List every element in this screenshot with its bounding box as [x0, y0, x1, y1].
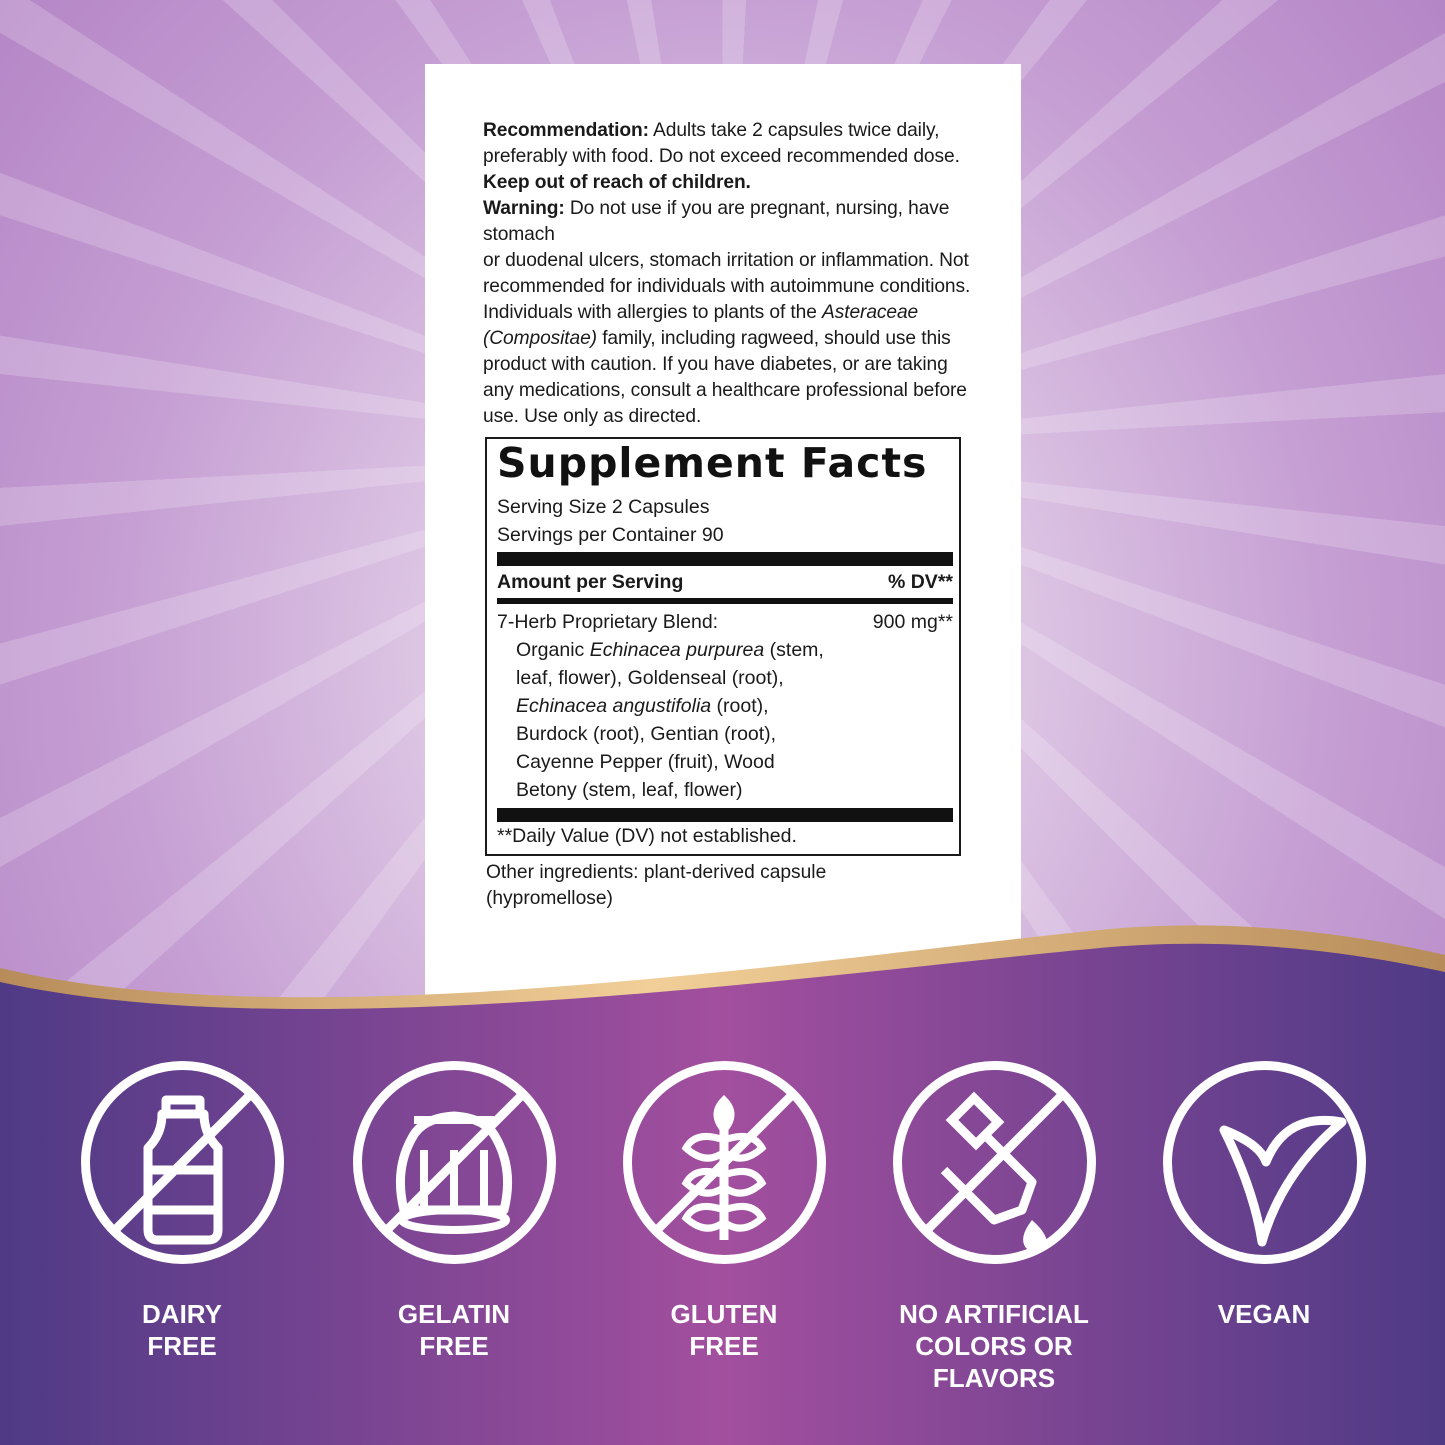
badge-label: GELATIN FREE [397, 1299, 511, 1361]
dairy-bottle-icon [80, 1060, 285, 1265]
wheat-icon [622, 1060, 827, 1265]
recommendation-text [483, 118, 973, 430]
keep-out-text: Keep out of reach of children. [483, 172, 751, 193]
warning-label: Warning: [483, 198, 565, 219]
serving-size: Serving Size 2 Capsules [497, 496, 710, 518]
ingredient-line: leaf, flower), Goldenseal (root), [516, 667, 784, 689]
bottom-divider [497, 808, 953, 822]
ingredient-line: Burdock (root), Gentian (root), [516, 723, 777, 745]
warning-body-2: or duodenal ulcers, stomach irritation or inflammation. Not recommended for individuals with autoimmune conditions. Individuals with allergies to plants of the [483, 250, 971, 323]
servings-per-container: Servings per Container 90 [497, 524, 724, 546]
recommendation-label: Recommendation: [483, 120, 649, 141]
badge-label: GLUTEN FREE [670, 1299, 778, 1361]
ingredient-line: Cayenne Pepper (fruit), Wood [516, 751, 775, 773]
blend-name: 7-Herb Proprietary Blend: [497, 611, 719, 633]
dv-header: % DV** [887, 571, 953, 593]
other-ingredients: Other ingredients: plant-derived capsule (hypromellose) [486, 862, 827, 909]
warning-body-3: family, including ragweed, should use this product with caution. If you have diabetes, or are taking any medications, consult a healthcare professional before use. Use only as directed. [483, 328, 967, 427]
leaf-icon [1162, 1060, 1367, 1265]
badge-label: VEGAN [1217, 1299, 1311, 1329]
ingredient-line: Organic Echinacea purpurea (stem, [516, 639, 824, 661]
thick-divider [497, 552, 953, 566]
medium-divider [497, 598, 953, 604]
blend-row [497, 608, 953, 636]
gelatin-mold-icon [352, 1060, 557, 1265]
dropper-icon [892, 1060, 1097, 1265]
badge-label: NO ARTIFICIAL COLORS OR FLAVORS [899, 1299, 1089, 1393]
supplement-facts-title: Supplement Facts [497, 439, 928, 487]
ingredient-line: Echinacea angustifolia (root), [516, 695, 769, 717]
warning-body-1: Do not use if you are pregnant, nursing, have stomach [483, 198, 950, 245]
blend-amount: 900 mg** [872, 611, 953, 633]
amount-header-row [497, 568, 953, 596]
family-name: Asteraceae (Compositae) [483, 302, 919, 349]
amount-header: Amount per Serving [497, 571, 684, 593]
ingredient-line: Betony (stem, leaf, flower) [516, 779, 743, 801]
dv-footnote: **Daily Value (DV) not established. [497, 825, 797, 847]
recommendation-body: Adults take 2 capsules twice daily, preferably with food. Do not exceed recommended dose. [483, 120, 960, 167]
badge-label: DAIRY FREE [142, 1299, 222, 1361]
